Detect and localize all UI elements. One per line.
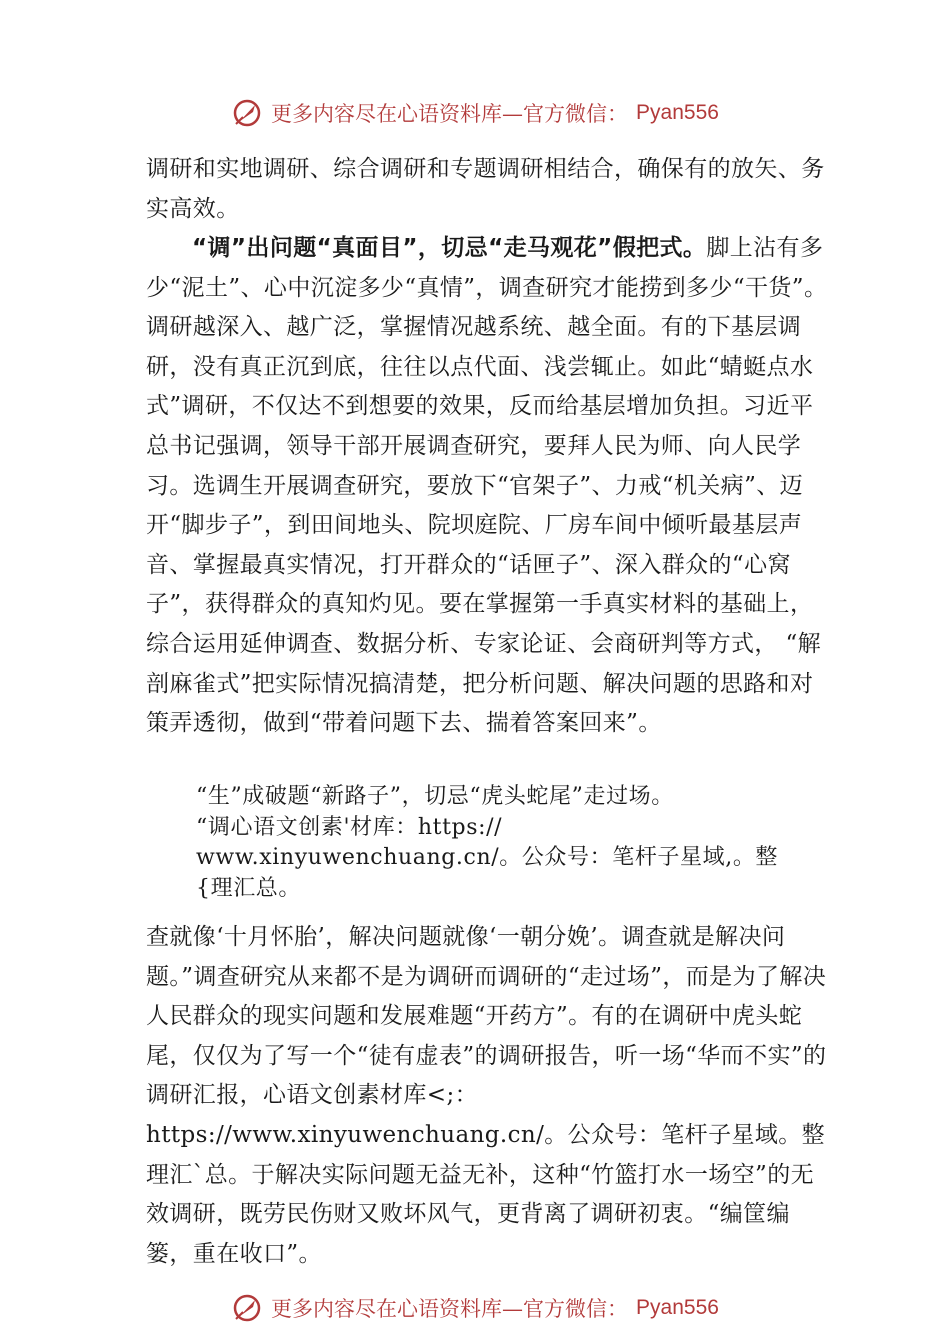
quote-line-3: www.xinyuwenchuang.cn/。公众号：笔杆子星域,。整 — [196, 845, 779, 870]
watermark-text: 更多内容尽在心语资料库—官方微信： — [271, 1297, 629, 1321]
paragraph-3: 查就像‘十月怀胎’，解决问题就像‘一朝分娩’。调查就是解决问题。”调查研究从来都不是为调研而调研的“走过场”，而是为了解决人民群众的现实问题和发展难题“开药方”。有的在调研中虎头蛇尾，仅仅为了写一个“徒有虚表”的调研报告，听一场“华而不实”的调研汇报，心语文创素材库<;：https://www.xinyuwenchuang.cn/。公众号：笔杆子星域。整理汇`总。于解决实际问题无益无补，这种“竹篮打水一场空”的无效调研，既劳民伤财又败坏风气，更背离了调研初衷。“编筐编篓，重在收口”。 — [146, 924, 827, 1267]
quote-line-4: {理汇总。 — [196, 875, 301, 901]
quill-logo-icon — [231, 1292, 263, 1324]
paragraph-1: 调研和实地调研、综合调研和专题调研相结合，确保有的放矢、务实高效。 — [146, 156, 825, 222]
watermark-wechat-id: Pyan556 — [636, 1296, 719, 1319]
quote-line-1: “生”成破题“新路子”，切忌“虎头蛇尾”走过场。 — [196, 784, 674, 809]
quill-logo-icon — [231, 97, 263, 129]
watermark-header — [0, 97, 950, 129]
watermark-footer — [0, 1292, 950, 1324]
quote-block — [196, 782, 836, 904]
paragraph-2-body: 脚上沾有多少“泥土”、心中沉淀多少“真情”，调查研究才能捞到多少“干货”。调研越深入、越广泛，掌握情况越系统、越全面。有的下基层调研，没有真正沉到底，往往以点代面、浅尝辄止。如此“蜻蜓点水式”调研，不仅达不到想要的效果，反而给基层增加负担。习近平总书记强调，领导干部开展调查研究，要拜人民为师、向人民学习。选调生开展调查研究，要放下“官架子”、力戒“机关病”、迈开“脚步子”，到田间地头、院坝庭院、厂房车间中倾听最基层声音、掌握最真实情况，打开群众的“话匣子”、深入群众的“心窝子”，获得群众的真知灼见。要在掌握第一手真实材料的基础上， 综合运用延伸调查、数据分析、专家论证、会商研判等方式， “解剖麻雀式”把实际情况搞清楚，把分析问题、解决问题的思路和对策弄透彻，做到“带着问题下去、揣着答案回来”。 — [146, 235, 828, 737]
quote-line-2: “调心语文创素'材库：https:// — [196, 814, 503, 840]
paragraph-2 — [146, 229, 836, 744]
watermark-text: 更多内容尽在心语资料库—官方微信： — [271, 102, 629, 126]
paragraph-2-heading: “调”出问题“真面目”，切忌“走马观花”假把式。 — [192, 235, 707, 261]
watermark-wechat-id: Pyan556 — [636, 101, 719, 124]
